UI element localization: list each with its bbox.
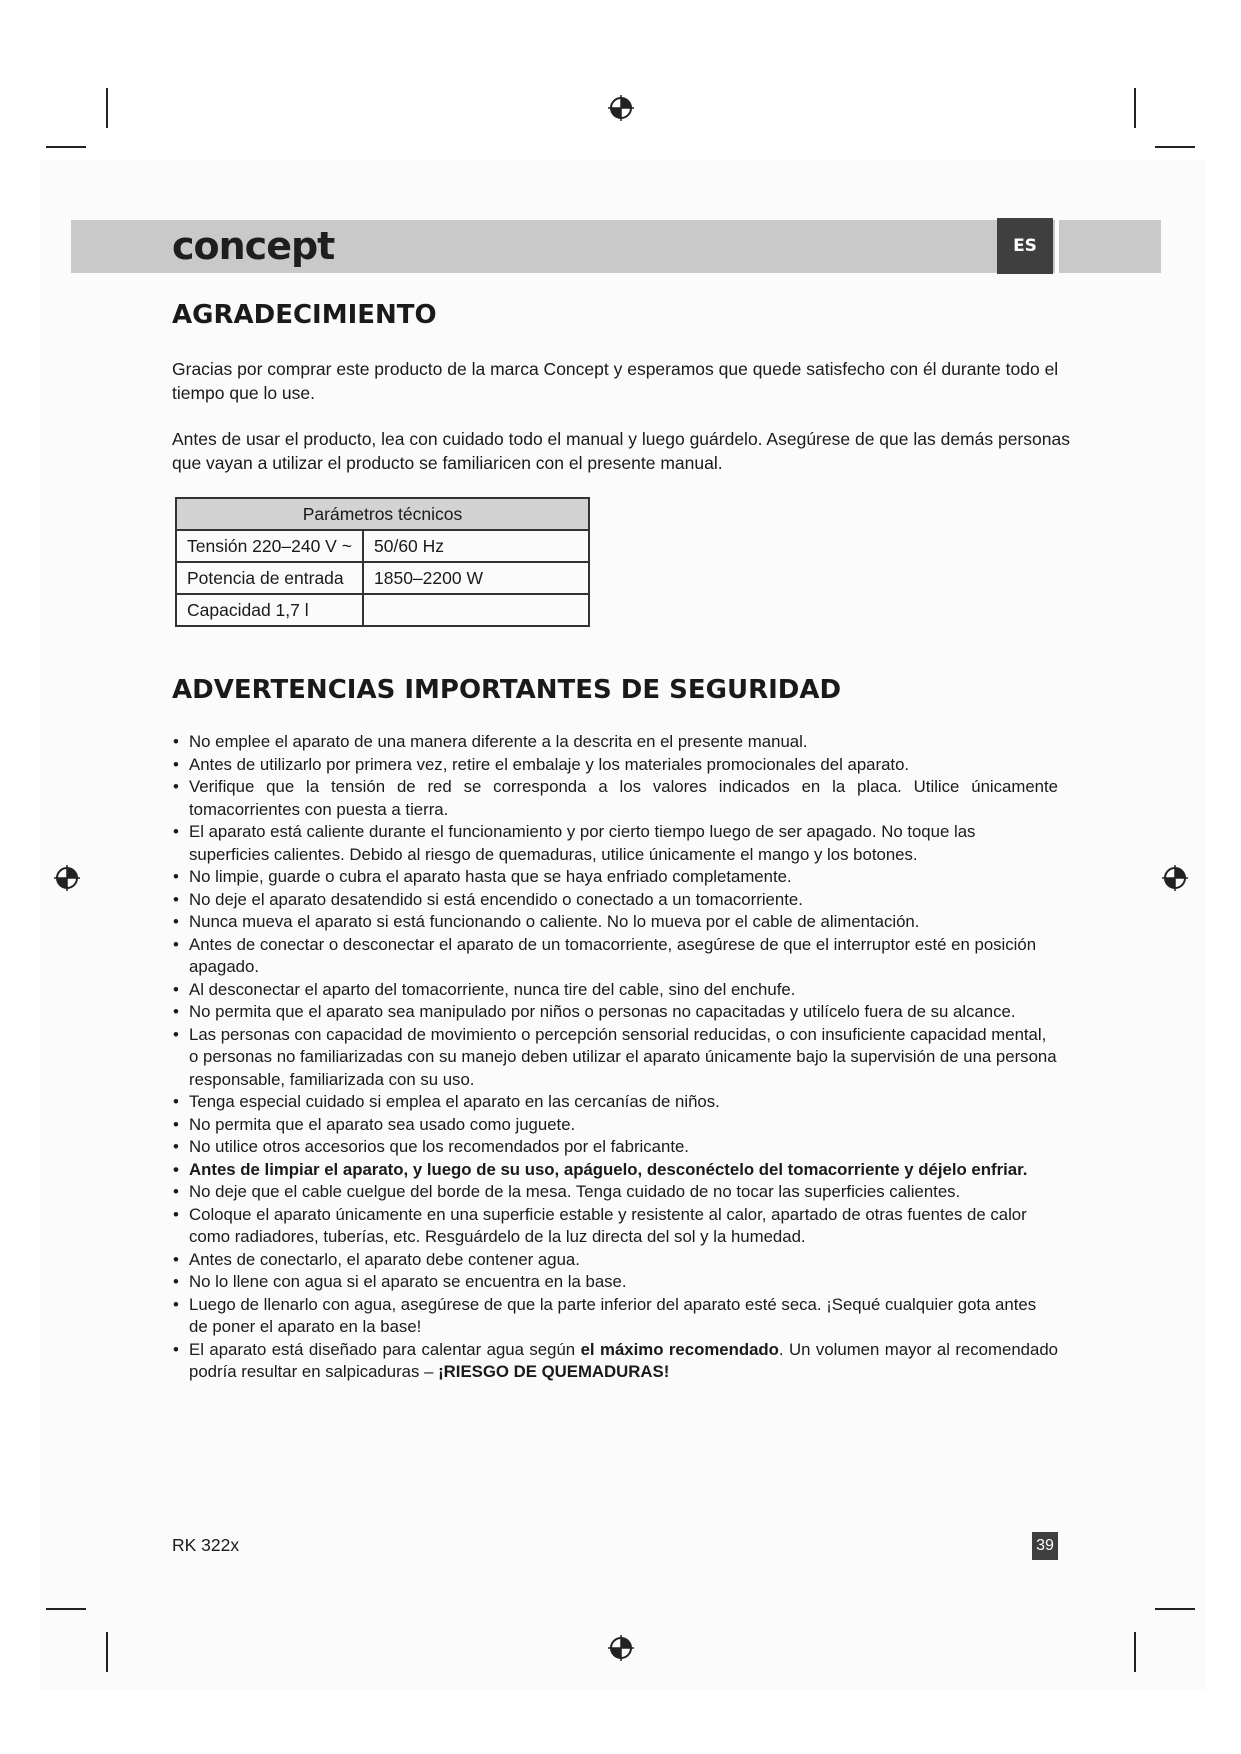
bold-text-segment: el máximo recomendado <box>580 1339 779 1359</box>
technical-parameters-table <box>175 497 590 627</box>
table-title: Parámetros técnicos <box>176 498 589 530</box>
registration-mark-icon <box>1160 863 1190 893</box>
table-cell: Potencia de entrada <box>176 562 363 594</box>
text-segment: El aparato está diseñado para calentar agua según <box>189 1339 581 1359</box>
list-item: • No permita que el aparato sea manipulado por niños o personas no capacitadas y utilícelo fuera de su alcance. <box>172 1001 1058 1024</box>
table-cell <box>363 594 589 626</box>
language-badge: ES <box>997 218 1053 274</box>
table-cell: Capacidad 1,7 l <box>176 594 363 626</box>
registration-mark-icon <box>52 863 82 893</box>
section-title-safety: ADVERTENCIAS IMPORTANTES DE SEGURIDAD <box>172 675 842 705</box>
registration-mark-icon <box>606 1633 636 1663</box>
crop-mark <box>1134 1632 1136 1672</box>
paragraph-thanks: Gracias por comprar este producto de la marca Concept y esperamos que quede satisfecho con él durante todo el tiempo que lo use. <box>172 359 1059 403</box>
list-item: • El aparato está caliente durante el funcionamiento y por cierto tiempo luego de ser apagado. No toque las superficies calientes. Debido al riesgo de quemaduras, utilice únicamente el mango y los botones. <box>172 821 1058 866</box>
crop-mark <box>1134 88 1136 128</box>
table-row <box>176 530 589 562</box>
paragraph-read-manual: Antes de usar el producto, lea con cuidado todo el manual y luego guárdelo. Asegúrese de que las demás personas que vayan a utilizar el producto se familiaricen con el presente manual. <box>172 429 1070 473</box>
table-cell: Tensión 220–240 V ~ <box>176 530 363 562</box>
crop-mark <box>106 88 108 128</box>
list-item: • No deje el aparato desatendido si está encendido o conectado a un tomacorriente. <box>172 889 1058 912</box>
crop-mark <box>46 1608 86 1610</box>
bold-text-segment: ¡RIESGO DE QUEMADURAS! <box>438 1362 670 1381</box>
model-number: RK 322x <box>172 1535 240 1555</box>
list-item: • No permita que el aparato sea usado como juguete. <box>172 1114 1058 1137</box>
crop-mark <box>1155 1608 1195 1610</box>
list-item: • Antes de conectar o desconectar el aparato de un tomacorriente, asegúrese de que el interruptor esté en posición apagado. <box>172 934 1058 979</box>
list-item: • Antes de utilizarlo por primera vez, retire el embalaje y los materiales promocionales del aparato. <box>172 754 1058 777</box>
crop-mark <box>1155 146 1195 148</box>
list-item: • Las personas con capacidad de movimiento o percepción sensorial reducidas, o con insuficiente capacidad mental, o personas no familiarizadas con su manejo deben utilizar el aparato únicamente bajo la supervisión de una persona responsable, familiarizada con su uso. <box>172 1024 1058 1092</box>
table-cell: 50/60 Hz <box>363 530 589 562</box>
page-number: 39 <box>1032 1532 1058 1560</box>
crop-mark <box>46 146 86 148</box>
list-item: • Tenga especial cuidado si emplea el aparato en las cercanías de niños. <box>172 1091 1058 1114</box>
list-item: • No limpie, guarde o cubra el aparato hasta que se haya enfriado completamente. <box>172 866 1058 889</box>
crop-mark <box>106 1632 108 1672</box>
list-item: • Coloque el aparato únicamente en una superficie estable y resistente al calor, apartado de otras fuentes de calor como radiadores, tuberías, etc. Resguárdelo de la luz directa del sol y la humedad. <box>172 1204 1058 1249</box>
table-row <box>176 562 589 594</box>
list-item: • Antes de conectarlo, el aparato debe contener agua. <box>172 1249 1058 1272</box>
list-item: • No utilice otros accesorios que los recomendados por el fabricante. <box>172 1136 1058 1159</box>
table-row <box>176 594 589 626</box>
registration-mark-icon <box>606 93 636 123</box>
list-item: • Al desconectar el aparto del tomacorriente, nunca tire del cable, sino del enchufe. <box>172 979 1058 1002</box>
list-item: • Nunca mueva el aparato si está funcionando o caliente. No lo mueva por el cable de alimentación. <box>172 911 1058 934</box>
list-item: • No deje que el cable cuelgue del borde de la mesa. Tenga cuidado de no tocar las superficies calientes. <box>172 1181 1058 1204</box>
brand-logo: concept <box>172 224 335 268</box>
safety-warnings-list <box>172 731 1058 1384</box>
list-item: • No lo llene con agua si el aparato se encuentra en la base. <box>172 1271 1058 1294</box>
list-item-bold: • Antes de limpiar el aparato, y luego de su uso, apáguelo, desconéctelo del tomacorriente y déjelo enfriar. <box>172 1159 1058 1182</box>
list-item: • No emplee el aparato de una manera diferente a la descrita en el presente manual. <box>172 731 1058 754</box>
list-item: • Luego de llenarlo con agua, asegúrese de que la parte inferior del aparato esté seca. ¡Sequé cualquier gota antes de poner el aparato en la base! <box>172 1294 1058 1339</box>
table-cell: 1850–2200 W <box>363 562 589 594</box>
text-segment: . Un volumen mayor al recomendado podría resultar en salpicaduras – <box>189 1339 1058 1381</box>
section-title-acknowledgement: AGRADECIMIENTO <box>172 300 437 330</box>
list-item <box>172 1339 1058 1384</box>
list-item: • Verifique que la tensión de red se corresponda a los valores indicados en la placa. Utilice únicamente tomacorrientes con puesta a tierra. <box>172 776 1058 821</box>
header-gutter <box>1055 218 1059 274</box>
table-header-row <box>176 498 589 530</box>
